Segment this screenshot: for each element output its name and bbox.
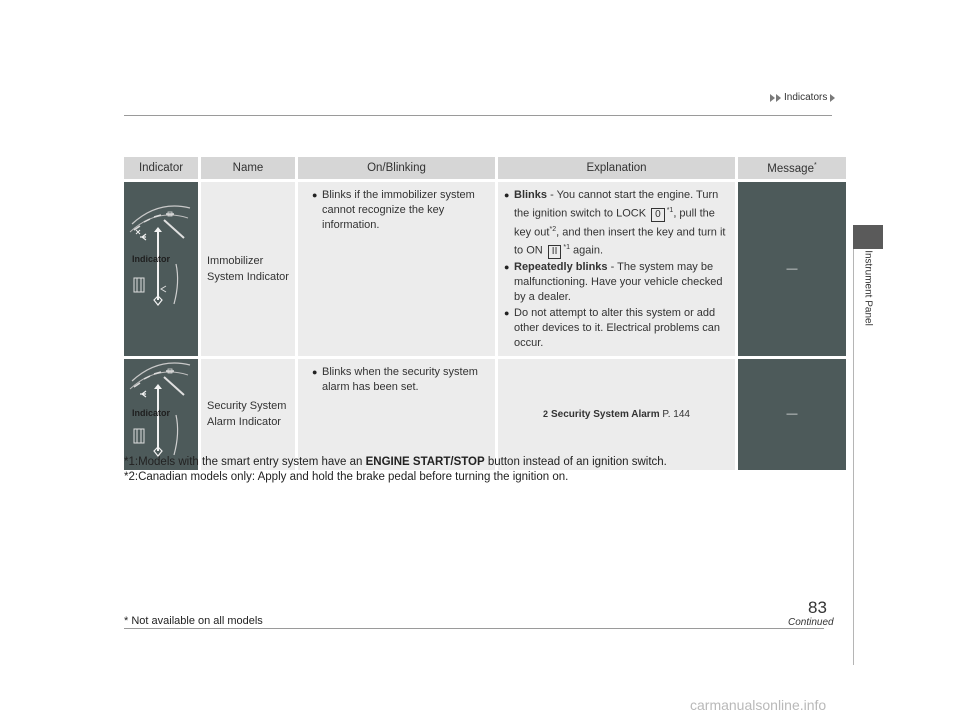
footnote-2: *2:Canadian models only: Apply and hold the brake pedal before turning the ignition on. [124, 471, 569, 483]
side-divider [853, 225, 854, 665]
header-divider [124, 115, 832, 116]
page-number: 83 [808, 598, 827, 617]
col-header-explanation: Explanation [498, 157, 735, 179]
col-header-on-blinking: On/Blinking [298, 157, 495, 179]
double-arrow-icon [770, 94, 781, 102]
watermark: carmanualsonline.info [690, 697, 827, 713]
arrow-right-icon [830, 94, 835, 102]
lock-key-symbol: 0 [651, 208, 665, 222]
indicator-callout-label: Indicator [132, 254, 171, 264]
table-row [124, 359, 846, 470]
footer-divider [124, 628, 824, 629]
col-header-message: Message* [738, 157, 846, 179]
availability-note: * Not available on all models [124, 615, 263, 627]
section-tab-marker [853, 225, 883, 249]
cross-reference-link[interactable]: 2 Security System Alarm P. 144 [543, 408, 690, 420]
bullet-item: ● Repeatedly blinks - The system may be malfunctioning. Have your vehicle checked by a dealer. [504, 260, 731, 305]
bullet-item: ● Do not attempt to alter this system or add other devices to it. Electrical problems can occur. [504, 306, 731, 351]
breadcrumb-section[interactable]: Indicators [784, 92, 828, 103]
gauge-cluster-icon [124, 359, 198, 467]
bullet-item: ● Blinks if the immobilizer system cannot recognize the key information. [312, 188, 487, 233]
indicator-image [124, 182, 198, 356]
indicator-image [124, 359, 198, 470]
on-blinking-cell [298, 359, 495, 470]
reference-icon: 2 [543, 408, 549, 419]
indicator-name-cell [201, 359, 295, 470]
explanation-cell [498, 182, 735, 356]
indicator-name-cell [201, 182, 295, 356]
indicator-table [121, 154, 849, 473]
table-header-row [124, 157, 846, 179]
explanation-cell [498, 359, 735, 470]
bullet-item: ● Blinks - You cannot start the engine. Turn the ignition switch to LOCK 0 $^{*1}$, pull the key out$^{*2}$, and then insert the key and turn it to ON II $^{*1}$ again. [504, 188, 731, 259]
table-row [124, 182, 846, 356]
message-cell: — [738, 359, 846, 470]
section-side-label: Instrument Panel [862, 250, 874, 326]
col-header-name: Name [201, 157, 295, 179]
footnote-1: *1:Models with the smart entry system have an ENGINE START/STOP button instead of an ignition switch. [124, 456, 667, 468]
on-key-symbol: II [548, 245, 562, 259]
indicator-name: Immobilizer System Indicator [207, 254, 289, 283]
indicator-callout-label: Indicator [132, 407, 171, 418]
bullet-item: ● Blinks when the security system alarm has been set. [312, 365, 487, 395]
gauge-cluster-icon [124, 182, 198, 334]
col-header-indicator: Indicator [124, 157, 198, 179]
message-cell: — [738, 182, 846, 356]
footnotes [124, 455, 667, 485]
breadcrumb [770, 92, 835, 103]
on-blinking-cell [298, 182, 495, 356]
indicator-name: Security System Alarm Indicator [207, 400, 287, 429]
continued-label: Continued [788, 617, 834, 628]
